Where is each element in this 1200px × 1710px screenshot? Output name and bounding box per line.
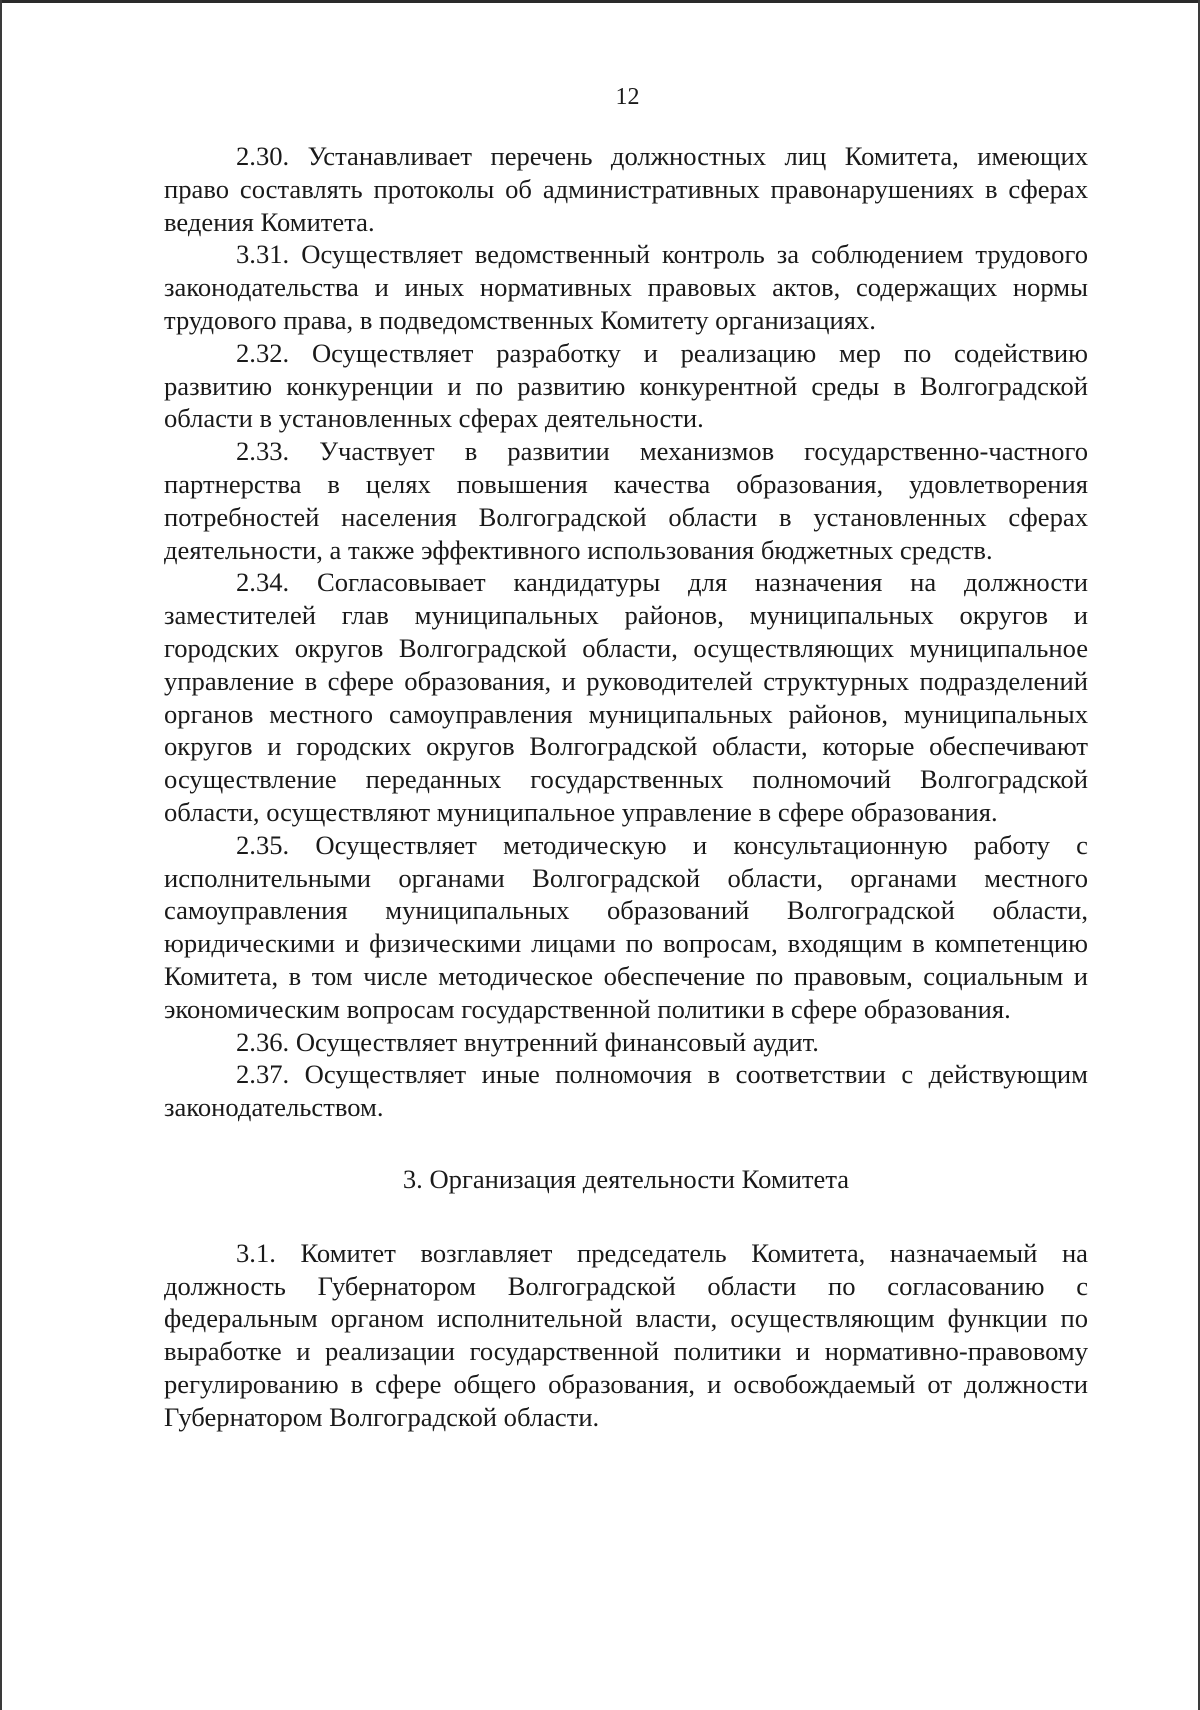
- paragraph-2-36: 2.36. Осуществляет внутренний финансовый аудит.: [236, 1026, 819, 1057]
- page-number: 12: [615, 84, 640, 110]
- scan-border-top: [0, 0, 1200, 3]
- scan-border-left: [0, 0, 2, 1710]
- paragraph-2-34: 2.34. Согласовывает кандидатуры для назначения на должности заместителей глав муниципальных районов, муниципальных округов и городских округов Волгоградской области, осуществляющих муниципальное управление в сфере образования, и руководителей структурных подразделений органов местного самоуправления муниципальных районов, муниципальных округов и городских округов Волгоградской области, которые обеспечивают осуществление переданных государственных полномочий Волгоградской области, осуществляют муниципальное управление в сфере образования.: [164, 567, 1088, 827]
- paragraph-2-37: 2.37. Осуществляет иные полномочия в соответствии с действующим законодательством.: [164, 1059, 1088, 1123]
- paragraph-3-1: 3.1. Комитет возглавляет председатель Комитета, назначаемый на должность Губернатором Волгоградской области по согласованию с федеральным органом исполнительной власти, осуществляющим функции по выработке и реализации государственной политики и нормативно-правовому регулированию в сфере общего образования, и освобождаемый от должности Губернатором Волгоградской области.: [164, 1237, 1088, 1432]
- paragraph-2-32: 2.32. Осуществляет разработку и реализацию мер по содействию развитию конкуренции и по развитию конкурентной среды в Волгоградской области в установленных сферах деятельности.: [164, 337, 1088, 434]
- paragraph-3-31: 3.31. Осуществляет ведомственный контроль за соблюдением трудового законодательства и иных нормативных правовых актов, содержащих нормы трудового права, в подведомственных Комитету организациях.: [164, 239, 1088, 335]
- paragraph-2-33: 2.33. Участвует в развитии механизмов государственно-частного партнерства в целях повышения качества образования, удовлетворения потребностей населения Волгоградской области в установленных сферах деятельности, а также эффективного использования бюджетных средств.: [164, 436, 1088, 565]
- paragraph-2-30: 2.30. Устанавливает перечень должностных лиц Комитета, имеющих право составлять протоколы об административных правонарушениях в сферах ведения Комитета.: [164, 141, 1088, 237]
- document-body: [164, 140, 1088, 1433]
- paragraph-2-35: 2.35. Осуществляет методическую и консультационную работу с исполнительными органами Волгоградской области, органами местного самоуправления муниципальных образований Волгоградской области, юридическими и физическими лицами по вопросам, входящим в компетенцию Комитета, в том числе методическое обеспечение по правовым, социальным и экономическим вопросам государственной политики в сфере образования.: [164, 829, 1088, 1024]
- section-heading: 3. Организация деятельности Комитета: [402, 1163, 850, 1194]
